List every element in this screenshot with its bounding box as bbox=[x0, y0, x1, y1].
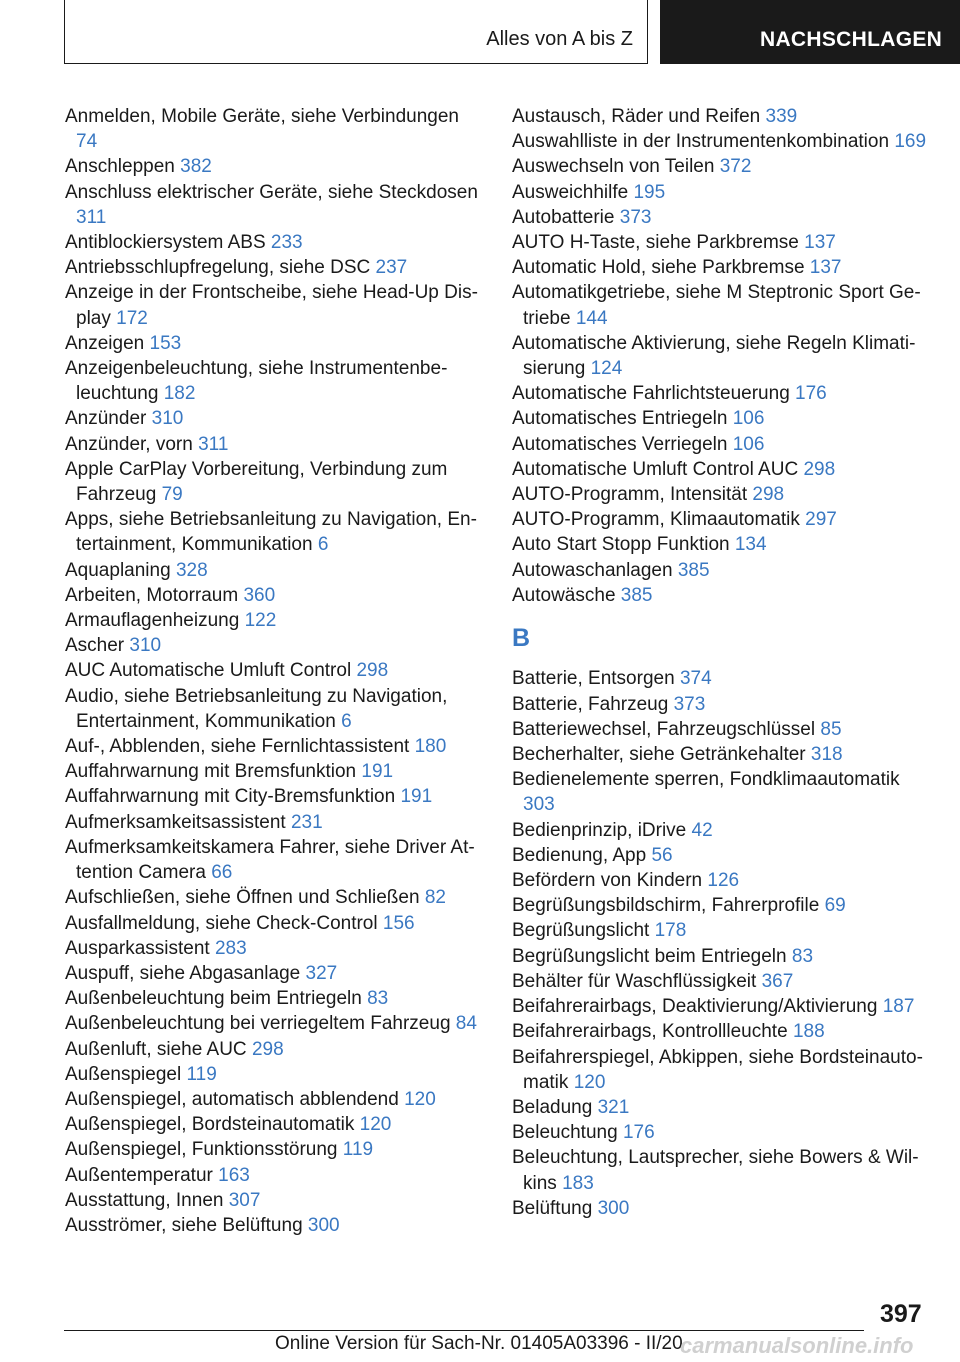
index-entry-term: Apple CarPlay Vorbereitung, Verbindung zum Fahrzeug bbox=[65, 458, 448, 506]
index-entry-term: Außenluft, siehe AUC bbox=[65, 1038, 247, 1060]
index-entry-page-link[interactable]: 124 bbox=[590, 358, 623, 380]
index-entry-term: Automatische Fahrlichtsteuerung bbox=[512, 383, 790, 405]
index-entry-term: Ausströmer, siehe Belüftung bbox=[65, 1214, 303, 1236]
index-entry bbox=[512, 742, 932, 767]
index-entry-page-link[interactable]: 374 bbox=[679, 668, 712, 690]
index-entry bbox=[512, 692, 932, 717]
index-entry bbox=[65, 406, 485, 431]
index-entry-page-link[interactable]: 372 bbox=[719, 156, 752, 178]
index-entry-page-link[interactable]: 137 bbox=[809, 257, 842, 279]
index-entry-term: Automatische Umluft Control AUC bbox=[512, 458, 799, 480]
index-entry bbox=[512, 583, 932, 608]
index-entry-page-link[interactable]: 126 bbox=[707, 870, 740, 892]
index-entry bbox=[512, 205, 932, 230]
index-entry-page-link[interactable]: 187 bbox=[882, 996, 915, 1018]
index-entry bbox=[65, 1137, 485, 1162]
index-group-b bbox=[512, 666, 932, 1220]
footer-version-text: Online Version für Sach-Nr. 01405A03396 - II/20 bbox=[275, 1333, 683, 1354]
index-entry-term: Ascher bbox=[65, 635, 125, 657]
index-entry bbox=[65, 331, 485, 356]
index-entry-term: Anschluss elektrischer Geräte, siehe Steckdosen bbox=[65, 181, 478, 203]
index-entry-page-link[interactable]: 83 bbox=[367, 988, 389, 1010]
index-entry bbox=[512, 104, 932, 129]
index-entry-page-link[interactable]: 82 bbox=[424, 887, 446, 909]
index-entry bbox=[65, 885, 485, 910]
index-entry bbox=[512, 331, 932, 381]
index-entry-term: Beifahrerspiegel, Abkippen, siehe Bordsteinautomatik bbox=[512, 1046, 923, 1093]
index-entry bbox=[65, 432, 485, 457]
index-entry-page-link[interactable]: 385 bbox=[677, 559, 710, 581]
index-entry-term: Automatisches Entriegeln bbox=[512, 408, 728, 430]
index-entry-term: Aquaplaning bbox=[65, 559, 171, 581]
index-entry bbox=[65, 180, 485, 230]
index-entry bbox=[65, 1163, 485, 1188]
index-entry bbox=[512, 406, 932, 431]
index-entry-page-link[interactable]: 382 bbox=[180, 156, 212, 178]
index-entry bbox=[65, 104, 485, 154]
index-entry-page-link[interactable]: 6 bbox=[317, 534, 329, 556]
index-entry-page-link[interactable]: 66 bbox=[211, 862, 233, 884]
index-entry bbox=[512, 482, 932, 507]
index-entry bbox=[65, 784, 485, 809]
index-entry-term: Aufmerksamkeitskamera Fahrer, siehe Driver Attention Camera bbox=[65, 836, 475, 884]
index-entry bbox=[65, 507, 485, 557]
index-entry-page-link[interactable]: 42 bbox=[691, 819, 713, 841]
index-entry bbox=[65, 1188, 485, 1213]
index-entry bbox=[65, 1087, 485, 1112]
index-entry bbox=[65, 608, 485, 633]
index-entry-page-link[interactable]: 182 bbox=[163, 383, 196, 405]
index-entry-term: AUC Automatische Umluft Control bbox=[65, 660, 352, 682]
index-entry-page-link[interactable]: 178 bbox=[654, 920, 687, 942]
index-entry-page-link[interactable]: 237 bbox=[375, 257, 408, 279]
page-header bbox=[0, 0, 960, 66]
index-entry-term: Außenspiegel bbox=[65, 1063, 182, 1085]
index-entry-term: Austausch, Räder und Reifen bbox=[512, 106, 761, 127]
index-entry bbox=[512, 558, 932, 583]
index-entry-term: Armauflagenheizung bbox=[65, 610, 240, 632]
index-entry-page-link[interactable]: 310 bbox=[129, 635, 162, 657]
index-entry bbox=[65, 1213, 485, 1238]
index-entry-term: Bedienung, App bbox=[512, 844, 647, 866]
index-entry bbox=[512, 767, 932, 817]
index-entry-page-link[interactable]: 163 bbox=[218, 1164, 250, 1186]
index-entry-page-link[interactable]: 367 bbox=[761, 970, 794, 992]
index-entry-term: Automatisches Verriegeln bbox=[512, 433, 728, 455]
index-entry bbox=[512, 457, 932, 482]
section-title: Alles von A bis Z bbox=[486, 28, 633, 50]
index-entry-page-link[interactable]: 298 bbox=[803, 458, 836, 480]
index-entry-term: Beladung bbox=[512, 1096, 593, 1118]
index-entry bbox=[65, 911, 485, 936]
index-entry-page-link[interactable]: 83 bbox=[791, 945, 814, 967]
index-entry-page-link[interactable]: 106 bbox=[732, 433, 765, 455]
index-entry-page-link[interactable]: 303 bbox=[523, 794, 555, 816]
section-header-box bbox=[64, 0, 648, 64]
index-entry-term: Belüftung bbox=[512, 1197, 593, 1219]
index-entry-term: Automatic Hold, siehe Parkbremse bbox=[512, 257, 805, 279]
index-entry-term: Auswahlliste in der Instrumentenkombination bbox=[512, 131, 890, 153]
index-entry-page-link[interactable]: 307 bbox=[228, 1189, 261, 1211]
index-entry-term: Beifahrerairbags, Deaktivierung/Aktivierung bbox=[512, 996, 878, 1018]
index-entry-term: Außenspiegel, automatisch abblendend bbox=[65, 1088, 399, 1110]
index-entry bbox=[512, 666, 932, 691]
index-entry bbox=[512, 944, 932, 969]
index-entry-term: Becherhalter, siehe Getränkehalter bbox=[512, 744, 806, 766]
index-entry-page-link[interactable]: 144 bbox=[575, 307, 608, 329]
index-entry bbox=[512, 154, 932, 179]
index-entry bbox=[65, 633, 485, 658]
index-entry-page-link[interactable]: 120 bbox=[573, 1071, 606, 1093]
index-entry-term: Außenspiegel, Bordsteinautomatik bbox=[65, 1114, 355, 1136]
index-entry bbox=[512, 1095, 932, 1120]
index-entry-page-link[interactable]: 176 bbox=[622, 1122, 655, 1144]
index-entry bbox=[65, 936, 485, 961]
index-entry-term: Batteriewechsel, Fahrzeugschlüssel bbox=[512, 718, 816, 740]
index-entry bbox=[65, 583, 485, 608]
index-entry bbox=[65, 1037, 485, 1062]
index-entry-page-link[interactable]: 283 bbox=[214, 937, 247, 959]
index-entry-page-link[interactable]: 298 bbox=[251, 1038, 284, 1060]
index-entry-term: Autobatterie bbox=[512, 206, 615, 228]
index-entry-term: Arbeiten, Motorraum bbox=[65, 584, 239, 606]
index-entry-term: Anzünder bbox=[65, 408, 147, 430]
index-entry bbox=[512, 129, 932, 154]
index-entry-page-link[interactable]: 183 bbox=[562, 1172, 594, 1194]
index-entry-term: Auffahrwarnung mit Bremsfunktion bbox=[65, 761, 357, 783]
index-entry bbox=[65, 356, 485, 406]
index-entry-page-link[interactable]: 327 bbox=[305, 962, 338, 984]
index-entry bbox=[65, 986, 485, 1011]
index-entry bbox=[65, 684, 485, 734]
index-entry bbox=[512, 255, 932, 280]
index-entry bbox=[512, 843, 932, 868]
index-entry-page-link[interactable]: 188 bbox=[792, 1021, 825, 1043]
index-entry bbox=[512, 1120, 932, 1145]
index-entry-term: Außenbeleuchtung beim Entriegeln bbox=[65, 988, 362, 1010]
index-entry-page-link[interactable]: 191 bbox=[361, 761, 394, 783]
index-entry-term: Begrüßungslicht beim Entriegeln bbox=[512, 945, 787, 967]
index-entry-page-link[interactable]: 106 bbox=[732, 408, 765, 430]
index-entry-term: Außenbeleuchtung bei verriegeltem Fahrzeug bbox=[65, 1013, 451, 1035]
index-entry-term: Aufschließen, siehe Öffnen und Schließen bbox=[65, 887, 420, 909]
index-entry bbox=[65, 961, 485, 986]
index-entry bbox=[512, 918, 932, 943]
index-entry-term: Außentemperatur bbox=[65, 1164, 213, 1186]
index-entry-term: Anschleppen bbox=[65, 156, 175, 178]
index-entry-term: Ausstattung, Innen bbox=[65, 1189, 224, 1211]
index-entry-term: Autowaschanlagen bbox=[512, 559, 673, 581]
index-entry-page-link[interactable]: 153 bbox=[149, 332, 182, 354]
index-entry bbox=[65, 810, 485, 835]
index-entry bbox=[65, 734, 485, 759]
index-entry-page-link[interactable]: 120 bbox=[359, 1114, 392, 1136]
index-entry bbox=[512, 893, 932, 918]
index-entry-term: AUTO-Programm, Klimaautomatik bbox=[512, 509, 800, 531]
index-entry-page-link[interactable]: 297 bbox=[805, 509, 837, 531]
index-entry-page-link[interactable]: 119 bbox=[342, 1139, 374, 1161]
index-entry bbox=[512, 717, 932, 742]
index-entry bbox=[512, 381, 932, 406]
index-entry-page-link[interactable]: 56 bbox=[651, 844, 673, 866]
index-entry-page-link[interactable]: 137 bbox=[804, 232, 836, 254]
index-entry-page-link[interactable]: 122 bbox=[244, 610, 277, 632]
index-entry-term: AUTO-Programm, Intensität bbox=[512, 484, 748, 506]
index-entry bbox=[512, 1145, 932, 1195]
index-entry bbox=[65, 1112, 485, 1137]
index-entry-page-link[interactable]: 373 bbox=[619, 206, 652, 228]
index-entry bbox=[512, 818, 932, 843]
index-entry-term: Beleuchtung, Lautsprecher, siehe Bowers & Wilkins bbox=[512, 1147, 919, 1194]
index-entry-page-link[interactable]: 172 bbox=[116, 307, 148, 329]
index-entry-page-link[interactable]: 156 bbox=[382, 912, 415, 934]
index-entry-page-link[interactable]: 84 bbox=[455, 1013, 477, 1035]
index-entry bbox=[65, 457, 485, 507]
index-entry bbox=[512, 969, 932, 994]
page-number: 397 bbox=[880, 1300, 922, 1328]
index-entry-term: Ausparkassistent bbox=[65, 937, 210, 959]
index-entry-page-link[interactable]: 298 bbox=[752, 484, 785, 506]
index-entry-term: Begrüßungslicht bbox=[512, 920, 650, 942]
index-entry bbox=[512, 532, 932, 557]
index-entry bbox=[65, 1062, 485, 1087]
index-entry bbox=[512, 1045, 932, 1095]
index-entry bbox=[512, 1196, 932, 1221]
index-entry bbox=[65, 230, 485, 255]
index-entry-page-link[interactable]: 176 bbox=[795, 383, 827, 405]
index-entry-term: Anzünder, vorn bbox=[65, 433, 193, 455]
index-entry-page-link[interactable]: 74 bbox=[76, 131, 98, 153]
index-entry bbox=[512, 507, 932, 532]
index-entry-page-link[interactable]: 195 bbox=[633, 181, 666, 203]
index-entry-term: Batterie, Entsorgen bbox=[512, 668, 675, 690]
index-entry-page-link[interactable]: 169 bbox=[894, 131, 927, 153]
footer-divider bbox=[64, 1330, 864, 1331]
index-entry-term: Anzeigenbeleuchtung, siehe Instrumentenbeleuchtung bbox=[65, 358, 448, 405]
index-entry bbox=[512, 868, 932, 893]
index-entry bbox=[65, 255, 485, 280]
index-entry-page-link[interactable]: 385 bbox=[620, 584, 653, 606]
index-entry-term: Apps, siehe Betriebsanleitung zu Navigation, Entertainment, Kommunikation bbox=[65, 509, 477, 556]
index-entry bbox=[512, 230, 932, 255]
index-entry-page-link[interactable]: 310 bbox=[151, 408, 184, 430]
index-entry-page-link[interactable]: 134 bbox=[734, 534, 767, 556]
index-entry-term: Autowäsche bbox=[512, 584, 616, 606]
index-entry bbox=[512, 1019, 932, 1044]
index-entry bbox=[512, 180, 932, 205]
index-entry-term: Beleuchtung bbox=[512, 1122, 618, 1144]
index-entry bbox=[65, 558, 485, 583]
index-entry-page-link[interactable]: 311 bbox=[76, 206, 107, 228]
index-entry-term: Auswechseln von Teilen bbox=[512, 156, 715, 178]
index-entry bbox=[65, 835, 485, 885]
index-entry-term: Auf-, Abblenden, siehe Fernlichtassistent bbox=[65, 736, 410, 758]
index-entry-term: Befördern von Kindern bbox=[512, 870, 703, 892]
index-entry-page-link[interactable]: 300 bbox=[307, 1214, 340, 1236]
index-entry-term: Bedienelemente sperren, Fondklimaautomatik bbox=[512, 769, 900, 791]
index-entry-page-link[interactable]: 6 bbox=[341, 710, 352, 732]
index-entry-page-link[interactable]: 233 bbox=[270, 232, 303, 254]
index-entry-page-link[interactable]: 360 bbox=[243, 584, 276, 606]
index-column-left bbox=[65, 104, 485, 1238]
index-entry-page-link[interactable]: 191 bbox=[400, 786, 433, 808]
index-entry-page-link[interactable]: 311 bbox=[198, 433, 229, 455]
index-entry-page-link[interactable]: 119 bbox=[186, 1063, 217, 1085]
index-entry-term: Ausweichhilfe bbox=[512, 181, 629, 203]
index-entry bbox=[65, 154, 485, 179]
index-entry-term: Batterie, Fahrzeug bbox=[512, 693, 669, 715]
index-entry-term: Bedienprinzip, iDrive bbox=[512, 819, 687, 841]
index-entry-term: Automatikgetriebe, siehe M Steptronic Sport Getriebe bbox=[512, 282, 921, 329]
index-letter-heading: B bbox=[512, 624, 531, 653]
index-entry-page-link[interactable]: 339 bbox=[765, 106, 798, 127]
index-entry bbox=[65, 1011, 485, 1036]
index-entry-term: Außenspiegel, Funktionsstörung bbox=[65, 1139, 338, 1161]
index-entry-term: Auspuff, siehe Abgasanlage bbox=[65, 962, 301, 984]
index-entry bbox=[65, 658, 485, 683]
index-entry-page-link[interactable]: 300 bbox=[597, 1197, 630, 1219]
index-entry-term: Auto Start Stopp Funktion bbox=[512, 534, 730, 556]
index-entry-term: Behälter für Waschflüssigkeit bbox=[512, 970, 757, 992]
index-entry-page-link[interactable]: 231 bbox=[290, 811, 323, 833]
index-entry-term: Anzeige in der Frontscheibe, siehe Head-Up Display bbox=[65, 282, 478, 329]
index-entry-term: Antiblockiersystem ABS bbox=[65, 232, 266, 254]
index-entry-page-link[interactable]: 298 bbox=[356, 660, 389, 682]
index-entry-page-link[interactable]: 328 bbox=[175, 559, 208, 581]
index-entry-page-link[interactable]: 120 bbox=[404, 1088, 436, 1110]
index-entry bbox=[512, 280, 932, 330]
index-entry-term: Auffahrwarnung mit City-Bremsfunktion bbox=[65, 786, 396, 808]
chapter-tab: NACHSCHLAGEN bbox=[660, 0, 960, 64]
index-entry-page-link[interactable]: 373 bbox=[673, 693, 706, 715]
index-entry-term: Antriebsschlupfregelung, siehe DSC bbox=[65, 257, 371, 279]
index-entry bbox=[65, 280, 485, 330]
watermark: carmanualsonline.info bbox=[680, 1333, 914, 1358]
index-entry-page-link[interactable]: 69 bbox=[824, 895, 846, 917]
index-entry-term: Anzeigen bbox=[65, 332, 145, 354]
index-entry bbox=[512, 994, 932, 1019]
index-entry-page-link[interactable]: 321 bbox=[597, 1096, 630, 1118]
index-entry-page-link[interactable]: 180 bbox=[414, 736, 447, 758]
index-entry bbox=[512, 432, 932, 457]
index-entry-page-link[interactable]: 85 bbox=[820, 718, 842, 740]
index-column-right bbox=[512, 104, 932, 1221]
index-entry-term: AUTO H-Taste, siehe Parkbremse bbox=[512, 232, 799, 254]
index-entry bbox=[65, 759, 485, 784]
index-group-a bbox=[512, 104, 932, 608]
index-entry-page-link[interactable]: 79 bbox=[161, 484, 183, 506]
index-entry-term: Ausfallmeldung, siehe Check-Control bbox=[65, 912, 378, 934]
index-entry-term: Aufmerksamkeitsassistent bbox=[65, 811, 286, 833]
index-entry-term: Begrüßungsbildschirm, Fahrerprofile bbox=[512, 895, 820, 917]
index-entry-term: Automatische Aktivierung, siehe Regeln Klimatisierung bbox=[512, 332, 916, 380]
index-entry-page-link[interactable]: 318 bbox=[810, 744, 843, 766]
index-entry-term: Audio, siehe Betriebsanleitung zu Navigation, Entertainment, Kommunikation bbox=[65, 685, 448, 732]
index-entry-term: Anmelden, Mobile Geräte, siehe Verbindungen bbox=[65, 106, 459, 127]
index-entry-term: Beifahrerairbags, Kontrollleuchte bbox=[512, 1021, 788, 1043]
